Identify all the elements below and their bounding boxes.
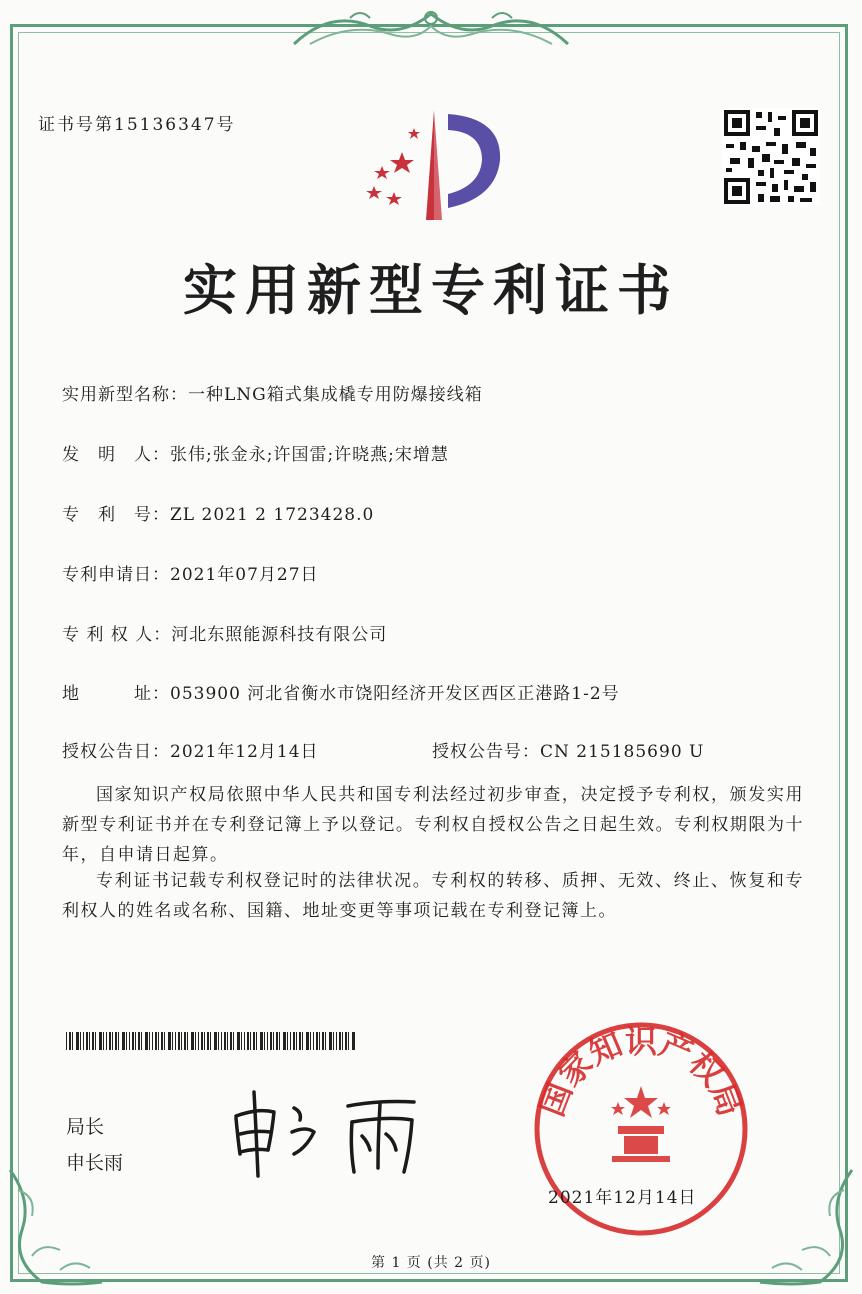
grant-announcement-number-row [432,737,704,762]
inventor-names: 张伟;张金永;许国雷;许晓燕;宋增慧 [170,445,449,465]
field-label: 专利申请日： [62,565,170,585]
official-seal-icon [526,1014,756,1244]
signature-icon [228,1088,438,1178]
top-ornament-icon [290,4,572,52]
field-label: 实用新型名称： [62,385,188,405]
barcode-icon [66,1032,360,1050]
field-label: 专 利 权 人： [62,625,172,645]
utility-model-name: 一种LNG箱式集成橇专用防爆接线箱 [188,385,483,405]
address-row [62,679,620,704]
grant-announcement-number: CN 215185690 U [540,742,705,762]
patentee-row [62,620,387,645]
statement-paragraph: 国家知识产权局依照中华人民共和国专利法经过初步审查，决定授予专利权，颁发实用新型专利证书并在专利登记簿上予以登记。专利权自授权公告之日起生效。专利权期限为十年，自申请日起算。 [62,785,804,865]
application-date: 2021年07月27日 [170,565,319,585]
application-date-row [62,560,319,585]
address: 053900 河北省衡水市饶阳经济开发区西区正港路1-2号 [170,684,620,704]
seal-text: 国家知识产权局 [532,1022,750,1122]
patent-number: ZL 2021 2 1723428.0 [170,505,375,525]
inventor-row [62,440,449,465]
patentee-name: 河北东照能源科技有限公司 [171,625,388,645]
field-label: 发 明 人： [62,445,170,465]
seal-date: 2021年12月14日 [548,1188,697,1208]
legal-status-paragraph: 专利证书记载专利权登记时的法律状况。专利权的转移、质押、无效、终止、恢复和专利权人的姓名或名称、国籍、地址变更等事项记载在专利登记簿上。 [62,871,804,921]
certificate-number: 证书号第15136347号 [38,115,236,135]
qr-code-icon [722,108,820,206]
grant-announcement-date-row [62,737,319,762]
field-label: 授权公告日： [62,742,170,762]
field-label: 授权公告号： [432,742,540,762]
official-name: 申长雨 [66,1152,124,1174]
certificate-title: 实用新型专利证书 [183,259,679,322]
field-label: 地 址： [62,684,170,704]
patent-number-row [62,500,374,525]
field-label: 专 利 号： [62,505,170,525]
official-title: 局长 [66,1116,105,1138]
page-number: 第 1 页 (共 2 页) [371,1255,491,1271]
grant-announcement-date: 2021年12月14日 [170,742,319,762]
cnipa-logo-icon [352,104,502,224]
utility-model-name-row [62,380,483,405]
